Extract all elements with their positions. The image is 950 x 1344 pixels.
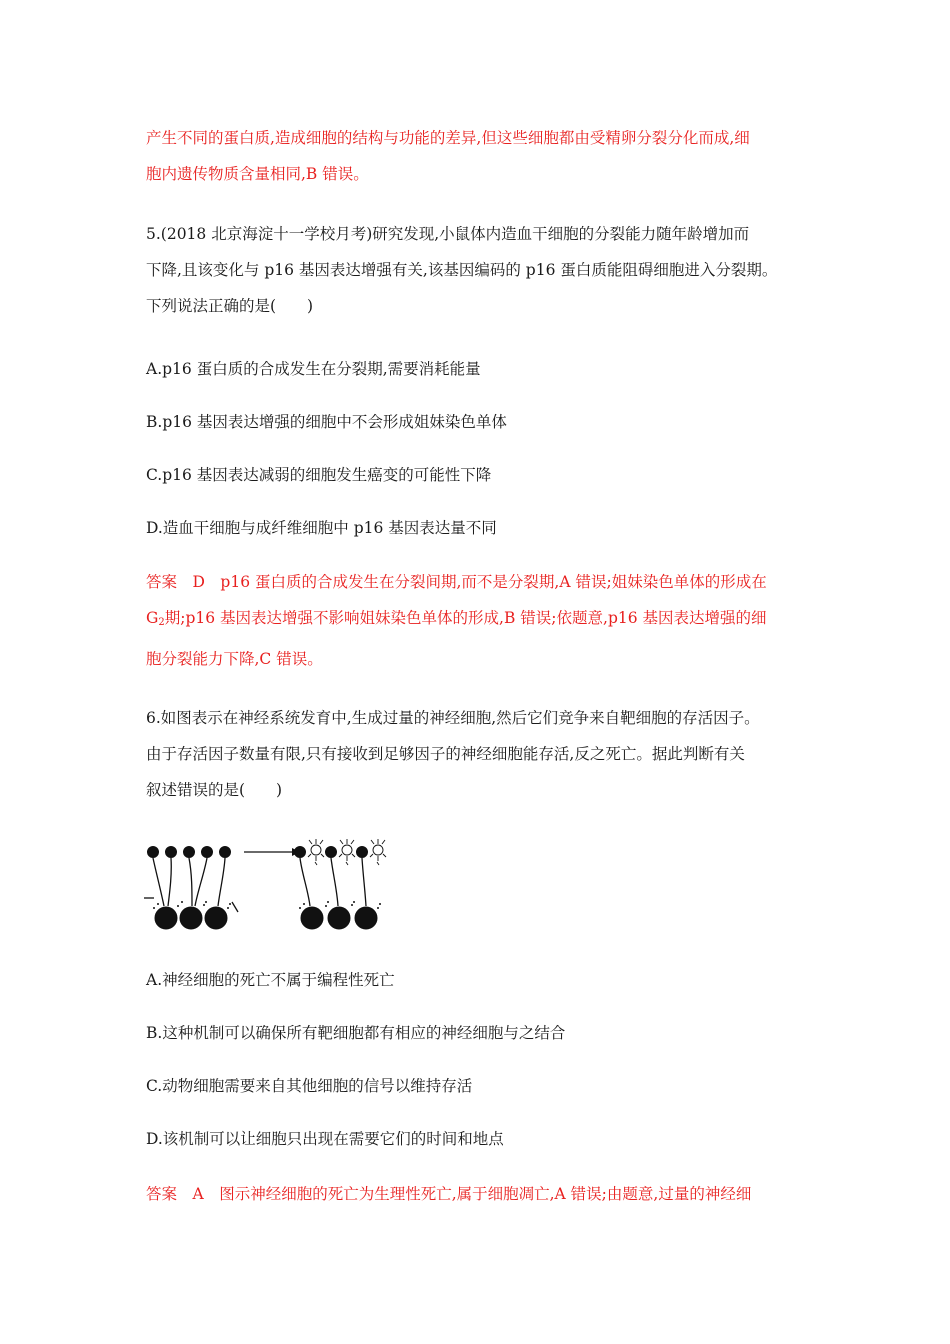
dying-neuron (339, 839, 355, 865)
axon (189, 858, 192, 906)
right-neuron-group (295, 839, 387, 929)
axon (168, 858, 171, 906)
question-6-option-b: B.这种机制可以确保所有靶细胞都有相应的神经细胞与之结合 (146, 1024, 566, 1042)
answer-text: 期;p16 基因表达增强不影响姐妹染色单体的形成,B 错误;依题意,p16 基因表达增强的细 (164, 609, 767, 627)
neuron-body (220, 847, 231, 858)
question-line: 5.(2018 北京海淀十一学校月考)研究发现,小鼠体内造血干细胞的分裂能力随年龄增加而 (146, 225, 750, 243)
question-line: 6.如图表示在神经系统发育中,生成过量的神经细胞,然后它们竞争来自靶细胞的存活因子。 (146, 709, 760, 727)
answer-line (146, 600, 826, 641)
neuron-competition-figure (140, 832, 400, 936)
question-line: 下列说法正确的是( ) (146, 297, 314, 315)
question-5-answer (146, 564, 826, 677)
axon (218, 858, 225, 906)
question-line: 由于存活因子数量有限,只有接收到足够因子的神经细胞能存活,反之死亡。据此判断有关 (146, 745, 745, 763)
target-cell (328, 907, 350, 929)
neuron-body (295, 847, 306, 858)
question-line: 下降,且该变化与 p16 基因表达增强有关,该基因编码的 p16 蛋白质能阻碍细胞进入分裂期。 (146, 261, 778, 279)
axon (195, 858, 207, 906)
question-5-option-a: A.p16 蛋白质的合成发生在分裂期,需要消耗能量 (146, 360, 481, 378)
question-6-option-a: A.神经细胞的死亡不属于编程性死亡 (146, 971, 395, 989)
axon (153, 858, 164, 906)
neuron-body (184, 847, 195, 858)
question-6-option-c: C.动物细胞需要来自其他细胞的信号以维持存活 (146, 1077, 473, 1095)
target-cell (301, 907, 323, 929)
question-6-option-d: D.该机制可以让细胞只出现在需要它们的时间和地点 (146, 1130, 504, 1148)
target-cell (155, 907, 177, 929)
neuron-body (357, 847, 368, 858)
left-neuron-group (144, 847, 238, 930)
question-5-stem (146, 216, 826, 324)
arrow-icon (244, 848, 300, 856)
g-phase-subscript: 2 (158, 617, 165, 628)
axon (362, 858, 366, 906)
g-phase-letter: G (146, 609, 159, 627)
axon (331, 858, 338, 906)
previous-answer-continuation (146, 120, 826, 192)
target-cell (355, 907, 377, 929)
target-cell (180, 907, 202, 929)
question-6-stem (146, 700, 826, 808)
target-cell (205, 907, 227, 929)
dying-neuron (370, 839, 386, 865)
answer-line: 胞内遗传物质含量相同,B 错误。 (146, 165, 369, 183)
question-line: 叙述错误的是( ) (146, 781, 283, 799)
answer-line: 答案 D p16 蛋白质的合成发生在分裂间期,而不是分裂期,A 错误;姐妹染色单体的形成在 (146, 573, 767, 591)
answer-line: 产生不同的蛋白质,造成细胞的结构与功能的差异,但这些细胞都由受精卵分裂分化而成,细 (146, 129, 750, 147)
answer-line: 答案 A 图示神经细胞的死亡为生理性死亡,属于细胞凋亡,A 错误;由题意,过量的神经细 (146, 1185, 752, 1203)
question-5-option-c: C.p16 基因表达减弱的细胞发生癌变的可能性下降 (146, 466, 492, 484)
question-5-option-b: B.p16 基因表达增强的细胞中不会形成姐妹染色单体 (146, 413, 507, 431)
neuron-body (326, 847, 337, 858)
axon (300, 858, 310, 906)
neuron-body (148, 847, 159, 858)
neuron-body (202, 847, 213, 858)
question-5-option-d: D.造血干细胞与成纤维细胞中 p16 基因表达量不同 (146, 519, 497, 537)
axon-fragment (232, 902, 238, 912)
dying-neuron (308, 839, 324, 865)
question-6-answer (146, 1176, 826, 1212)
answer-line: 胞分裂能力下降,C 错误。 (146, 650, 323, 668)
neuron-body (166, 847, 177, 858)
